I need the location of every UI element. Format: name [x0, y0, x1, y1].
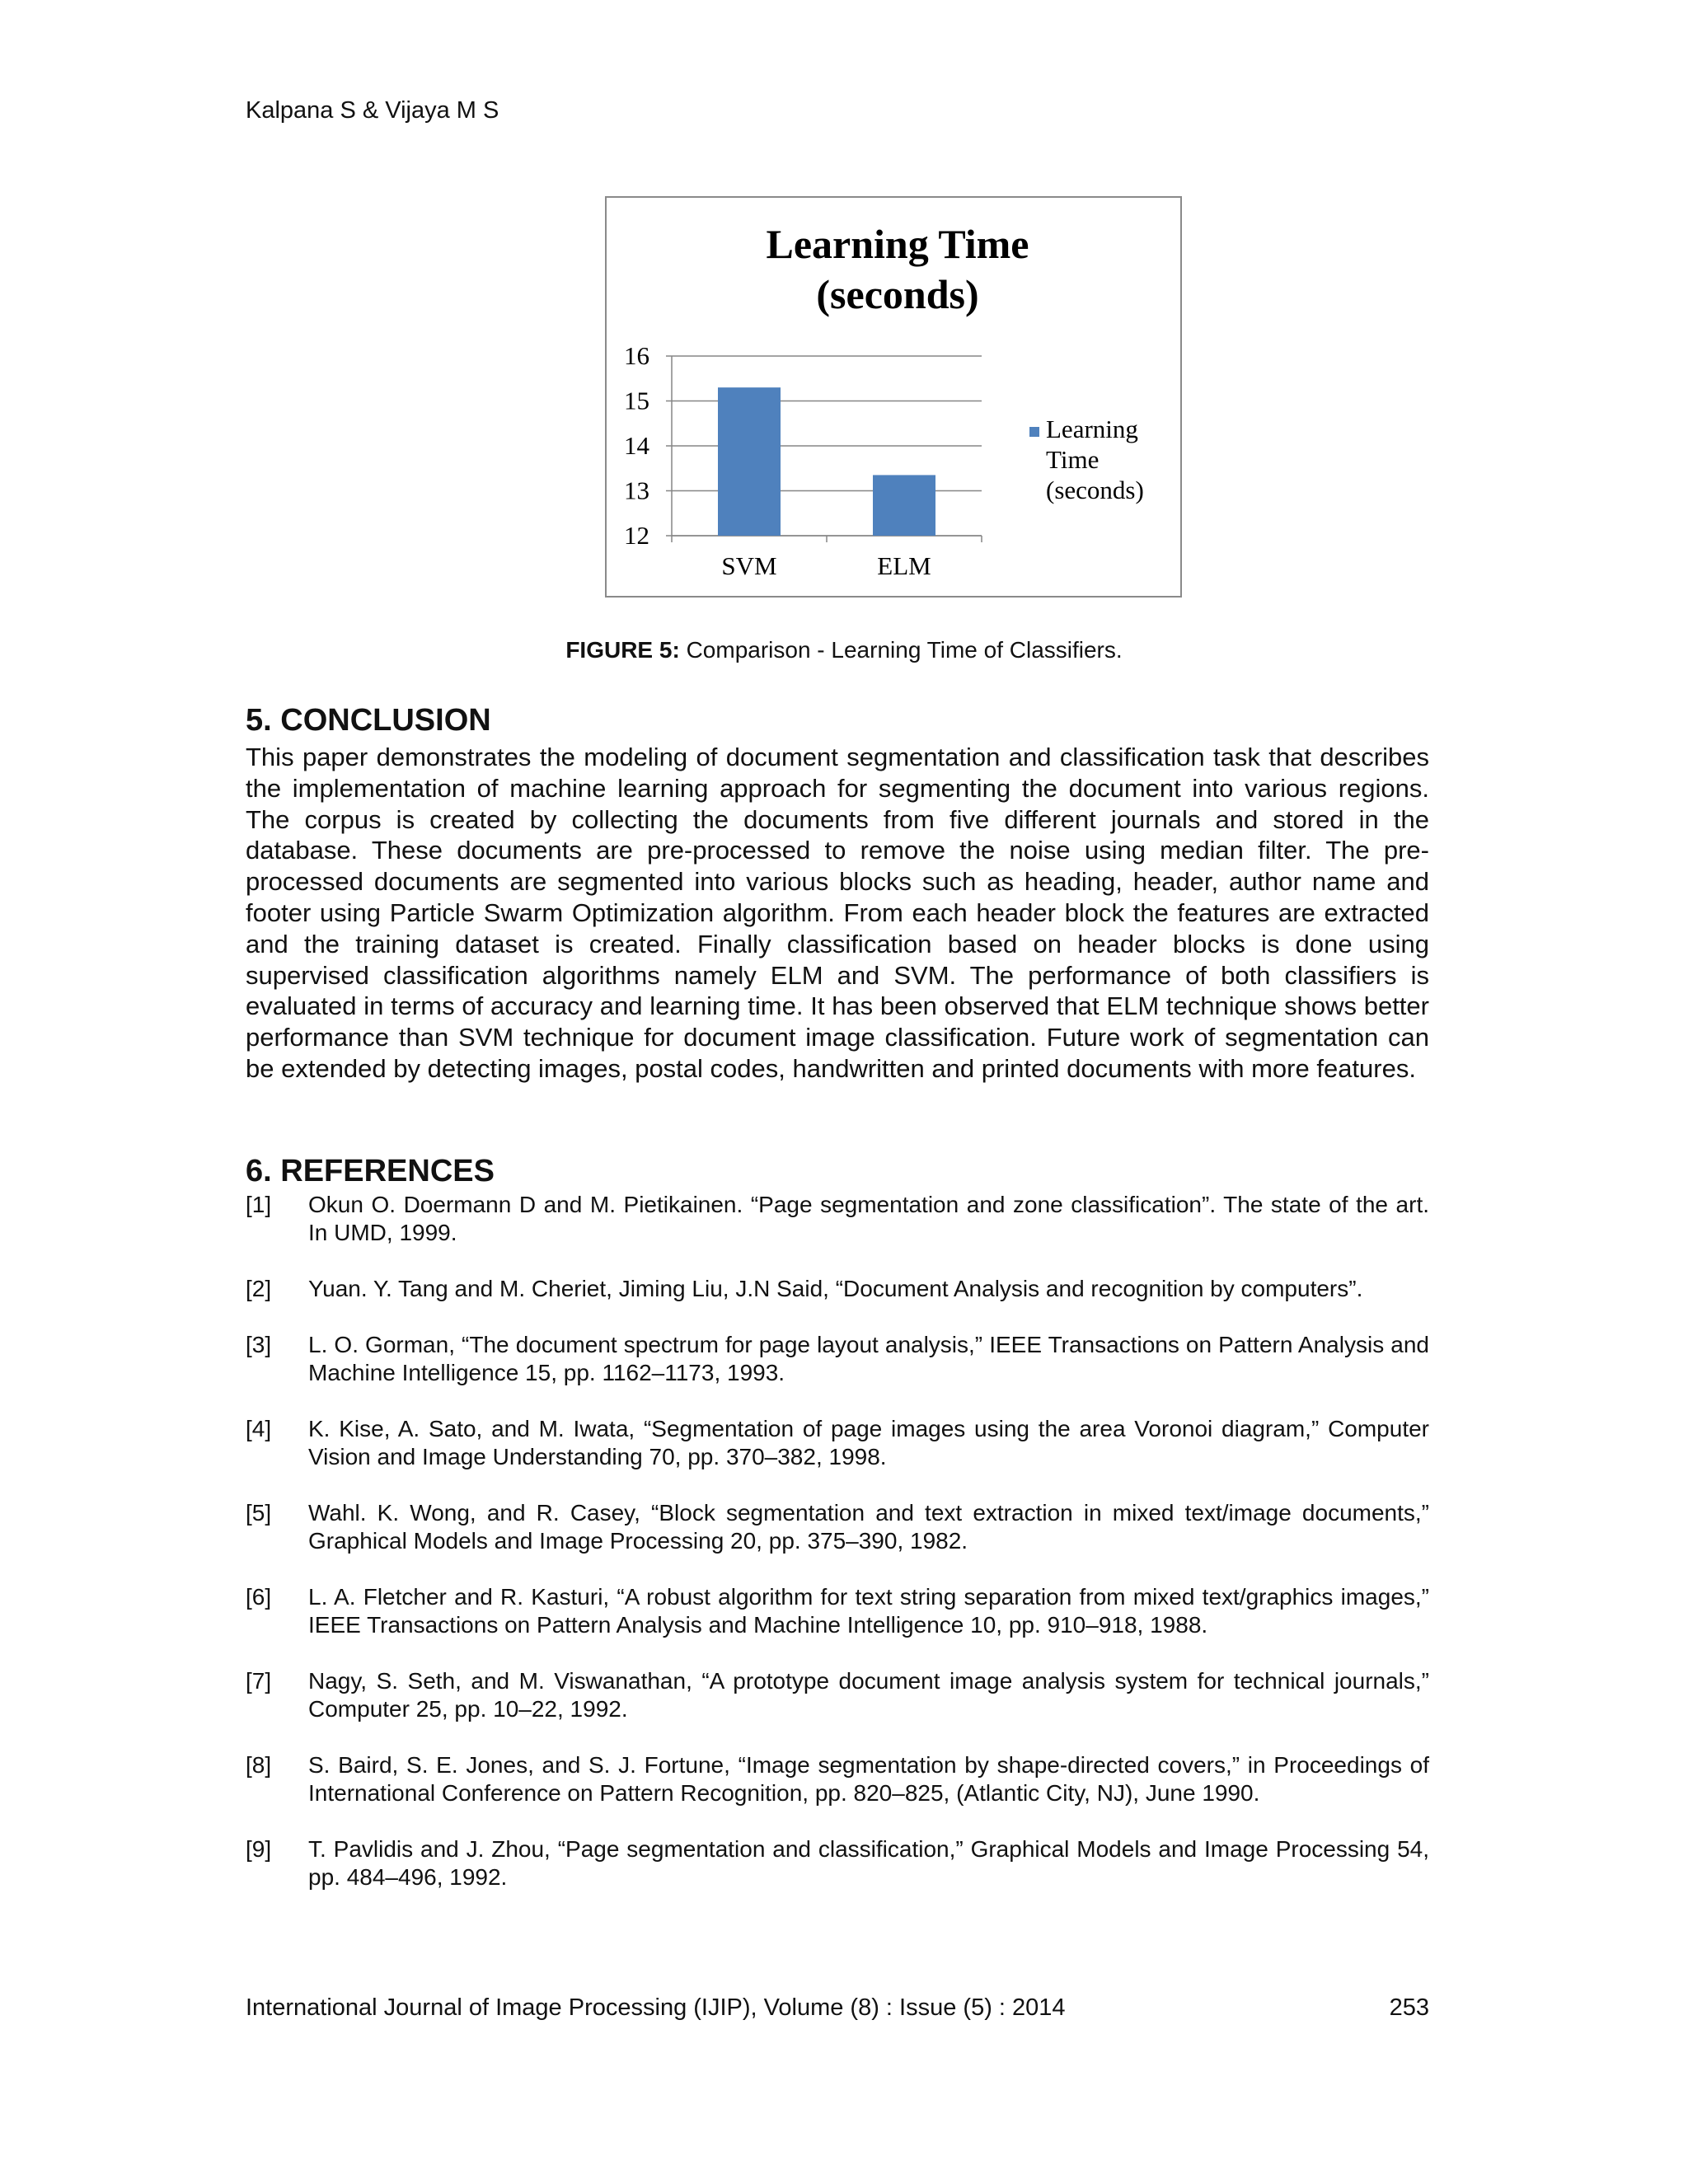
- reference-text: Okun O. Doermann D and M. Pietikainen. “Page segmentation and zone classification”. The state of the art. In UMD, 1999.: [308, 1192, 1429, 1245]
- chart-title-line-2: (seconds): [816, 271, 979, 317]
- reference-number: [1]: [246, 1192, 272, 1217]
- conclusion-paragraph: This paper demonstrates the modeling of document segmentation and classification task that describes the implementation of machine learning approach for segmenting the document into various regions. The corpus is created by collecting the documents from five different journals and stored in the database. These documents are pre-processed to remove the noise using median filter. The pre-processed documents are segmented into various blocks such as heading, header, author name and footer using Particle Swarm Optimization algorithm. From each header block the features are extracted and the training dataset is created. Finally classification based on header blocks is done using supervised classification algorithms namely ELM and SVM. The performance of both classifiers is evaluated in terms of accuracy and learning time. It has been observed that ELM technique shows better performance than SVM technique for document image classification. Future work of segmentation can be extended by detecting images, postal codes, handwritten and printed documents with more features.: [246, 743, 1429, 1083]
- reference-text: L. O. Gorman, “The document spectrum for page layout analysis,” IEEE Transactions on Pattern Analysis and Machine Intelligence 15, pp. 1162–1173, 1993.: [308, 1332, 1429, 1385]
- reference-number: [3]: [246, 1332, 272, 1357]
- bar-elm: [873, 475, 935, 536]
- reference-text: Nagy, S. Seth, and M. Viswanathan, “A prototype document image analysis system for technical journals,” Computer 25, pp. 10–22, 1992.: [308, 1668, 1429, 1722]
- reference-number: [8]: [246, 1752, 272, 1778]
- reference-number: [7]: [246, 1668, 272, 1694]
- reference-item: [246, 1191, 1429, 1247]
- legend-label-line-3: (seconds): [1046, 476, 1144, 504]
- reference-body: Yuan. Y. Tang and M. Cheriet, Jiming Liu, J.N Said, “Document Analysis and recognition by computers”.: [308, 1276, 1363, 1301]
- bar-svm: [718, 387, 781, 536]
- legend-label-line-1: Learning: [1046, 415, 1138, 443]
- footer-page-number: 253: [1389, 1994, 1429, 2021]
- figure-caption-text: Comparison - Learning Time of Classifiers.: [679, 637, 1123, 663]
- reference-text: [246, 1275, 1429, 1303]
- references-heading: 6. REFERENCES: [246, 1154, 495, 1188]
- reference-item: [246, 1835, 1429, 1891]
- reference-text: K. Kise, A. Sato, and M. Iwata, “Segmentation of page images using the area Voronoi diagram,” Computer Vision and Image Understanding 70, pp. 370–382, 1998.: [308, 1416, 1429, 1469]
- running-header-author: Kalpana S & Vijaya M S: [246, 97, 499, 124]
- y-tick-label: 12: [624, 521, 649, 550]
- figure-caption: [0, 637, 1688, 663]
- reference-text: Wahl. K. Wong, and R. Casey, “Block segmentation and text extraction in mixed text/image documents,” Graphical Models and Image Processing 20, pp. 375–390, 1982.: [308, 1500, 1429, 1554]
- reference-item: [246, 1275, 1429, 1303]
- y-tick-label: 13: [624, 476, 649, 505]
- legend-swatch: [1029, 427, 1039, 437]
- legend-label-line-2: Time: [1046, 445, 1100, 474]
- chart-title-line-1: Learning Time: [766, 221, 1029, 267]
- chart-canvas: [607, 198, 1184, 599]
- reference-text: L. A. Fletcher and R. Kasturi, “A robust algorithm for text string separation from mixed text/graphics images,” IEEE Transactions on Pattern Analysis and Machine Intelligence 10, pp. 910–918, 1988.: [308, 1584, 1429, 1638]
- y-tick-label: 15: [624, 386, 649, 415]
- reference-number: [6]: [246, 1584, 272, 1610]
- reference-item: [246, 1751, 1429, 1807]
- reference-text: S. Baird, S. E. Jones, and S. J. Fortune, “Image segmentation by shape-directed covers,” in Proceedings of International Conference on Pattern Recognition, pp. 820–825, (Atlantic City, NJ), June 1990.: [308, 1752, 1429, 1806]
- reference-item: [246, 1499, 1429, 1555]
- reference-number: [5]: [246, 1500, 272, 1526]
- reference-item: [246, 1331, 1429, 1387]
- x-category-label: ELM: [877, 551, 931, 580]
- reference-item: [246, 1667, 1429, 1723]
- conclusion-heading: 5. CONCLUSION: [246, 703, 491, 738]
- x-category-label: SVM: [721, 551, 777, 580]
- figure-caption-label: FIGURE 5:: [565, 637, 680, 663]
- learning-time-chart: [605, 196, 1182, 598]
- reference-number: [4]: [246, 1416, 272, 1441]
- reference-list: [246, 1191, 1429, 1891]
- reference-item: [246, 1415, 1429, 1471]
- reference-number: [9]: [246, 1836, 272, 1862]
- y-tick-label: 14: [624, 431, 649, 460]
- reference-number: [2]: [246, 1276, 272, 1301]
- reference-text: T. Pavlidis and J. Zhou, “Page segmentation and classification,” Graphical Models and Image Processing 54, pp. 484–496, 1992.: [308, 1836, 1429, 1890]
- footer-journal: International Journal of Image Processing (IJIP), Volume (8) : Issue (5) : 2014: [246, 1994, 1066, 2021]
- y-tick-label: 16: [624, 341, 649, 370]
- reference-item: [246, 1583, 1429, 1639]
